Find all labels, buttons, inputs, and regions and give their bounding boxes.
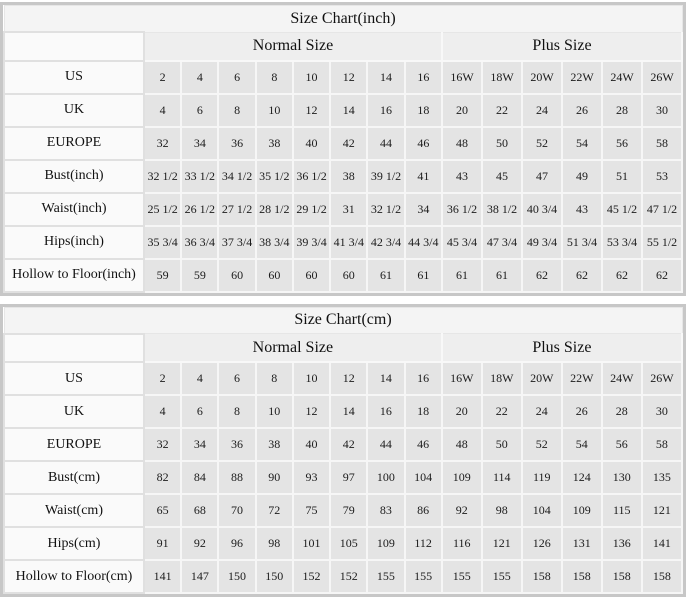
value-cell: 14 [367,61,404,94]
value-cell: 25 1/2 [144,193,181,226]
value-cell: 61 [367,259,404,292]
value-cell: 98 [256,527,293,560]
value-cell: 48 [442,428,482,461]
value-cell: 84 [181,461,218,494]
value-cell: 28 [602,395,642,428]
value-cell: 34 [181,428,218,461]
value-cell: 82 [144,461,181,494]
value-cell: 30 [642,395,682,428]
table-row [4,461,682,494]
value-cell: 109 [367,527,404,560]
value-cell: 104 [405,461,442,494]
value-cell: 100 [367,461,404,494]
value-cell: 24 [522,94,562,127]
value-cell: 45 1/2 [602,193,642,226]
value-cell: 12 [330,61,367,94]
value-cell: 60 [218,259,255,292]
value-cell: 16 [405,362,442,395]
value-cell: 38 3/4 [256,226,293,259]
value-cell: 126 [522,527,562,560]
value-cell: 72 [256,494,293,527]
value-cell: 28 [602,94,642,127]
table-row [4,560,682,593]
value-cell: 38 [330,160,367,193]
value-cell: 41 3/4 [330,226,367,259]
value-cell: 65 [144,494,181,527]
value-cell: 112 [405,527,442,560]
value-cell: 26 [562,395,602,428]
value-cell: 26 1/2 [181,193,218,226]
value-cell: 36 [218,428,255,461]
value-cell: 6 [218,362,255,395]
value-cell: 41 [405,160,442,193]
row-label: Hollow to Floor(cm) [4,560,144,593]
chart-title: Size Chart(cm) [4,307,682,334]
value-cell: 18 [405,395,442,428]
value-cell: 60 [256,259,293,292]
row-label: Hollow to Floor(inch) [4,259,144,292]
row-label: Bust(cm) [4,461,144,494]
value-cell: 29 1/2 [293,193,330,226]
value-cell: 45 3/4 [442,226,482,259]
value-cell: 20W [522,362,562,395]
value-cell: 61 [405,259,442,292]
value-cell: 97 [330,461,367,494]
value-cell: 47 3/4 [482,226,522,259]
value-cell: 53 [642,160,682,193]
size-chart-page [0,2,686,532]
value-cell: 61 [442,259,482,292]
size-table-cm [3,307,683,595]
value-cell: 83 [367,494,404,527]
value-cell: 22W [562,61,602,94]
group-header-plus: Plus Size [442,32,682,61]
value-cell: 24 [522,395,562,428]
value-cell: 22W [562,362,602,395]
value-cell: 8 [256,362,293,395]
value-cell: 2 [144,61,181,94]
row-label: EUROPE [4,127,144,160]
table-row [4,226,682,259]
value-cell: 86 [405,494,442,527]
value-cell: 2 [144,362,181,395]
value-cell: 70 [218,494,255,527]
value-cell: 10 [293,362,330,395]
value-cell: 131 [562,527,602,560]
value-cell: 38 [256,428,293,461]
value-cell: 119 [522,461,562,494]
row-label: UK [4,94,144,127]
group-header-row [4,334,682,363]
value-cell: 32 1/2 [367,193,404,226]
value-cell: 56 [602,428,642,461]
group-header-normal: Normal Size [144,32,442,61]
value-cell: 158 [602,560,642,593]
row-label: Waist(cm) [4,494,144,527]
value-cell: 18 [405,94,442,127]
title-row [4,307,682,334]
value-cell: 147 [181,560,218,593]
value-cell: 150 [256,560,293,593]
value-cell: 109 [442,461,482,494]
value-cell: 8 [218,94,255,127]
value-cell: 44 [367,127,404,160]
value-cell: 55 1/2 [642,226,682,259]
value-cell: 26 [562,94,602,127]
value-cell: 130 [602,461,642,494]
value-cell: 30 [642,94,682,127]
value-cell: 44 3/4 [405,226,442,259]
title-row [4,6,682,33]
value-cell: 53 3/4 [602,226,642,259]
value-cell: 60 [293,259,330,292]
value-cell: 114 [482,461,522,494]
value-cell: 109 [562,494,602,527]
value-cell: 49 [562,160,602,193]
value-cell: 48 [442,127,482,160]
value-cell: 115 [602,494,642,527]
table-body [4,362,682,593]
value-cell: 33 1/2 [181,160,218,193]
row-label: US [4,61,144,94]
size-chart-cm [0,304,686,597]
value-cell: 6 [181,94,218,127]
row-label: Hips(inch) [4,226,144,259]
table-row [4,395,682,428]
value-cell: 16W [442,362,482,395]
table-row [4,259,682,292]
value-cell: 62 [602,259,642,292]
chart-title: Size Chart(inch) [4,6,682,33]
value-cell: 36 1/2 [293,160,330,193]
value-cell: 45 [482,160,522,193]
value-cell: 22 [482,94,522,127]
value-cell: 42 [330,428,367,461]
value-cell: 152 [330,560,367,593]
value-cell: 79 [330,494,367,527]
value-cell: 35 1/2 [256,160,293,193]
value-cell: 20 [442,94,482,127]
value-cell: 43 [442,160,482,193]
value-cell: 52 [522,428,562,461]
value-cell: 12 [330,362,367,395]
value-cell: 62 [562,259,602,292]
value-cell: 8 [256,61,293,94]
value-cell: 39 3/4 [293,226,330,259]
table-row [4,127,682,160]
value-cell: 40 [293,428,330,461]
value-cell: 44 [367,428,404,461]
row-label: EUROPE [4,428,144,461]
value-cell: 90 [256,461,293,494]
row-label: Bust(inch) [4,160,144,193]
value-cell: 54 [562,127,602,160]
value-cell: 37 3/4 [218,226,255,259]
value-cell: 18W [482,61,522,94]
value-cell: 40 [293,127,330,160]
value-cell: 105 [330,527,367,560]
table-body [4,61,682,292]
value-cell: 36 1/2 [442,193,482,226]
value-cell: 155 [442,560,482,593]
value-cell: 135 [642,461,682,494]
value-cell: 36 3/4 [181,226,218,259]
corner-cell [4,32,144,61]
value-cell: 68 [181,494,218,527]
value-cell: 10 [293,61,330,94]
table-row [4,428,682,461]
value-cell: 50 [482,428,522,461]
value-cell: 54 [562,428,602,461]
value-cell: 16W [442,61,482,94]
value-cell: 47 [522,160,562,193]
table-row [4,61,682,94]
value-cell: 34 [405,193,442,226]
value-cell: 4 [144,94,181,127]
value-cell: 34 [181,127,218,160]
value-cell: 61 [482,259,522,292]
value-cell: 28 1/2 [256,193,293,226]
value-cell: 42 [330,127,367,160]
value-cell: 104 [522,494,562,527]
value-cell: 46 [405,428,442,461]
group-header-plus: Plus Size [442,334,682,363]
value-cell: 32 [144,127,181,160]
value-cell: 49 3/4 [522,226,562,259]
value-cell: 43 [562,193,602,226]
value-cell: 136 [602,527,642,560]
value-cell: 52 [522,127,562,160]
value-cell: 10 [256,395,293,428]
value-cell: 92 [181,527,218,560]
value-cell: 38 1/2 [482,193,522,226]
row-label: Waist(inch) [4,193,144,226]
table-row [4,94,682,127]
value-cell: 42 3/4 [367,226,404,259]
value-cell: 92 [442,494,482,527]
value-cell: 12 [293,94,330,127]
value-cell: 22 [482,395,522,428]
value-cell: 75 [293,494,330,527]
value-cell: 4 [181,61,218,94]
value-cell: 150 [218,560,255,593]
value-cell: 6 [218,61,255,94]
group-header-normal: Normal Size [144,334,442,363]
table-row [4,193,682,226]
value-cell: 14 [330,94,367,127]
value-cell: 35 3/4 [144,226,181,259]
value-cell: 47 1/2 [642,193,682,226]
value-cell: 158 [642,560,682,593]
table-row [4,160,682,193]
value-cell: 31 [330,193,367,226]
value-cell: 39 1/2 [367,160,404,193]
value-cell: 96 [218,527,255,560]
size-chart-inch [0,2,686,296]
value-cell: 116 [442,527,482,560]
value-cell: 14 [330,395,367,428]
value-cell: 4 [144,395,181,428]
value-cell: 152 [293,560,330,593]
value-cell: 155 [482,560,522,593]
value-cell: 26W [642,61,682,94]
value-cell: 20W [522,61,562,94]
value-cell: 56 [602,127,642,160]
value-cell: 101 [293,527,330,560]
value-cell: 88 [218,461,255,494]
value-cell: 38 [256,127,293,160]
value-cell: 158 [522,560,562,593]
value-cell: 34 1/2 [218,160,255,193]
value-cell: 27 1/2 [218,193,255,226]
value-cell: 121 [642,494,682,527]
row-label: UK [4,395,144,428]
value-cell: 121 [482,527,522,560]
value-cell: 46 [405,127,442,160]
value-cell: 155 [367,560,404,593]
value-cell: 51 [602,160,642,193]
group-header-row [4,32,682,61]
value-cell: 32 [144,428,181,461]
row-label: US [4,362,144,395]
value-cell: 26W [642,362,682,395]
value-cell: 62 [522,259,562,292]
size-table-inch [3,5,683,293]
value-cell: 58 [642,428,682,461]
value-cell: 141 [144,560,181,593]
row-label: Hips(cm) [4,527,144,560]
table-row [4,527,682,560]
value-cell: 62 [642,259,682,292]
value-cell: 16 [367,94,404,127]
value-cell: 16 [405,61,442,94]
corner-cell [4,334,144,363]
value-cell: 6 [181,395,218,428]
value-cell: 51 3/4 [562,226,602,259]
value-cell: 10 [256,94,293,127]
value-cell: 58 [642,127,682,160]
value-cell: 8 [218,395,255,428]
value-cell: 40 3/4 [522,193,562,226]
value-cell: 50 [482,127,522,160]
table-row [4,362,682,395]
value-cell: 18W [482,362,522,395]
value-cell: 36 [218,127,255,160]
value-cell: 24W [602,61,642,94]
value-cell: 12 [293,395,330,428]
value-cell: 16 [367,395,404,428]
value-cell: 155 [405,560,442,593]
value-cell: 141 [642,527,682,560]
value-cell: 4 [181,362,218,395]
value-cell: 124 [562,461,602,494]
value-cell: 32 1/2 [144,160,181,193]
table-row [4,494,682,527]
value-cell: 93 [293,461,330,494]
value-cell: 20 [442,395,482,428]
value-cell: 59 [181,259,218,292]
value-cell: 158 [562,560,602,593]
value-cell: 98 [482,494,522,527]
value-cell: 59 [144,259,181,292]
value-cell: 60 [330,259,367,292]
value-cell: 91 [144,527,181,560]
value-cell: 14 [367,362,404,395]
value-cell: 24W [602,362,642,395]
